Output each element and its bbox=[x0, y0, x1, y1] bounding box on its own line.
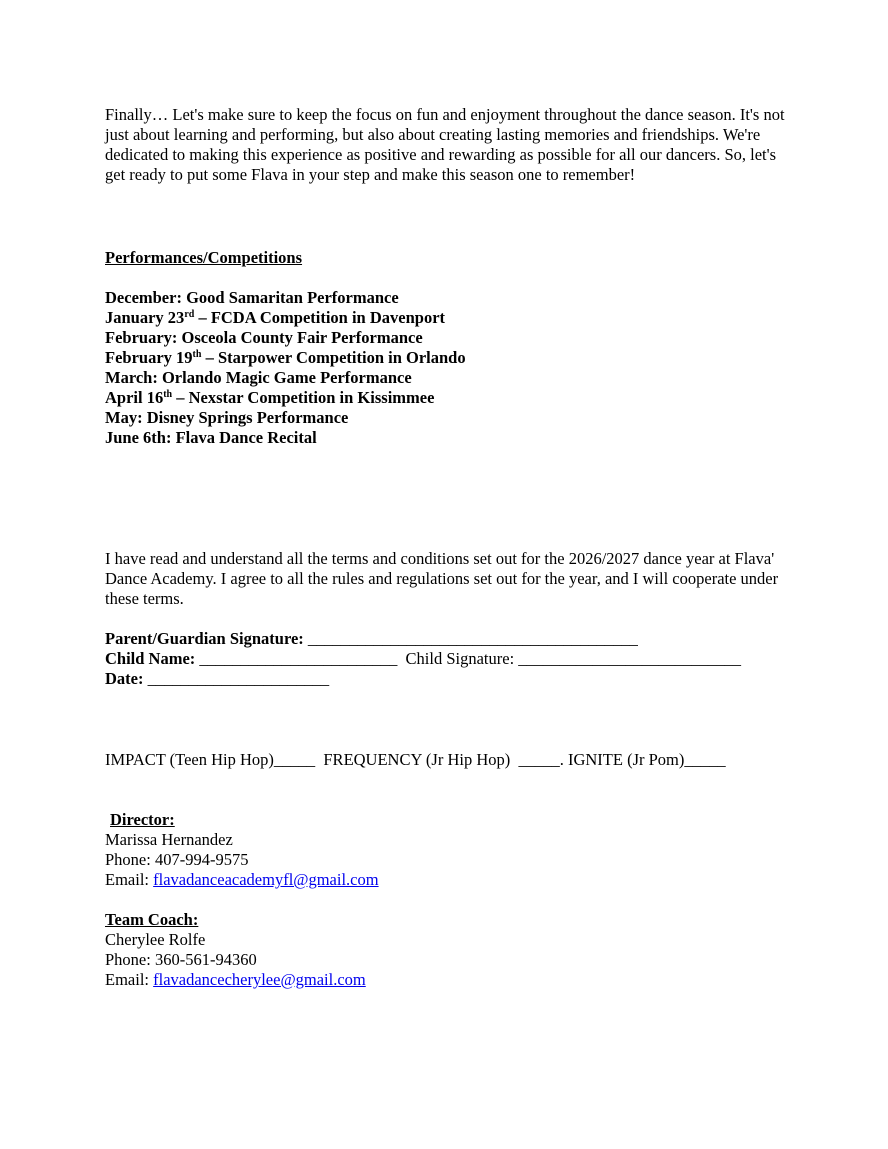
parent-signature-field[interactable]: ________________________________________ bbox=[307, 629, 638, 648]
team-selection-line[interactable]: IMPACT (Teen Hip Hop)_____ FREQUENCY (Jr Hip Hop) _____. IGNITE (Jr Pom)_____ bbox=[105, 750, 726, 769]
date-field[interactable]: ______________________ bbox=[147, 669, 330, 688]
child-signature-field[interactable]: ___________________________ bbox=[518, 649, 742, 668]
child-signature-label: Child Signature: bbox=[405, 649, 515, 668]
child-row bbox=[105, 649, 805, 669]
date-label: Date: bbox=[105, 669, 144, 688]
performance-item: March: Orlando Magic Game Performance bbox=[105, 368, 412, 387]
coach-email-link[interactable]: flavadancecherylee@gmail.com bbox=[153, 970, 366, 989]
director-email-label: Email: bbox=[105, 870, 154, 889]
director-email-link[interactable]: flavadanceacademyfl@gmail.com bbox=[153, 870, 379, 889]
agreement-paragraph: I have read and understand all the terms and conditions set out for the 2026/2027 dance year at Flava' Dance Academy. I agree to all the rules and regulations set out for the year, and I will cooperate under these terms. bbox=[105, 549, 779, 608]
director-phone: Phone: 407-994-9575 bbox=[105, 850, 249, 869]
coach-email-label: Email: bbox=[105, 970, 154, 989]
performance-item: May: Disney Springs Performance bbox=[105, 408, 349, 427]
performances-list bbox=[105, 288, 795, 448]
performance-item: December: Good Samaritan Performance bbox=[105, 288, 399, 307]
signature-block bbox=[105, 629, 805, 689]
director-contact bbox=[105, 810, 795, 890]
director-name: Marissa Hernandez bbox=[105, 830, 233, 849]
coach-name: Cherylee Rolfe bbox=[105, 930, 206, 949]
performance-item: April 16th – Nexstar Competition in Kissimmee bbox=[105, 388, 435, 407]
date-row bbox=[105, 669, 805, 689]
coach-contact bbox=[105, 910, 795, 990]
performance-item: June 6th: Flava Dance Recital bbox=[105, 428, 317, 447]
performance-item: February 19th – Starpower Competition in Orlando bbox=[105, 348, 466, 367]
coach-phone: Phone: 360-561-94360 bbox=[105, 950, 257, 969]
director-heading: Director: bbox=[110, 810, 175, 829]
child-name-field[interactable]: ________________________ bbox=[199, 649, 398, 668]
intro-paragraph: Finally… Let's make sure to keep the focus on fun and enjoyment throughout the dance season. It's not just about learning and performing, but also about creating lasting memories and friendships. We're dedicated to making this experience as positive and rewarding as possible for all our dancers. So, let's get ready to put some Flava in your step and make this season one to remember! bbox=[105, 105, 785, 184]
performances-heading: Performances/Competitions bbox=[105, 248, 303, 267]
performance-item: January 23rd – FCDA Competition in Davenport bbox=[105, 308, 446, 327]
coach-heading: Team Coach: bbox=[105, 910, 199, 929]
child-name-label: Child Name: bbox=[105, 649, 196, 668]
parent-signature-label: Parent/Guardian Signature: bbox=[105, 629, 304, 648]
performance-item: February: Osceola County Fair Performance bbox=[105, 328, 423, 347]
parent-signature-row bbox=[105, 629, 805, 649]
